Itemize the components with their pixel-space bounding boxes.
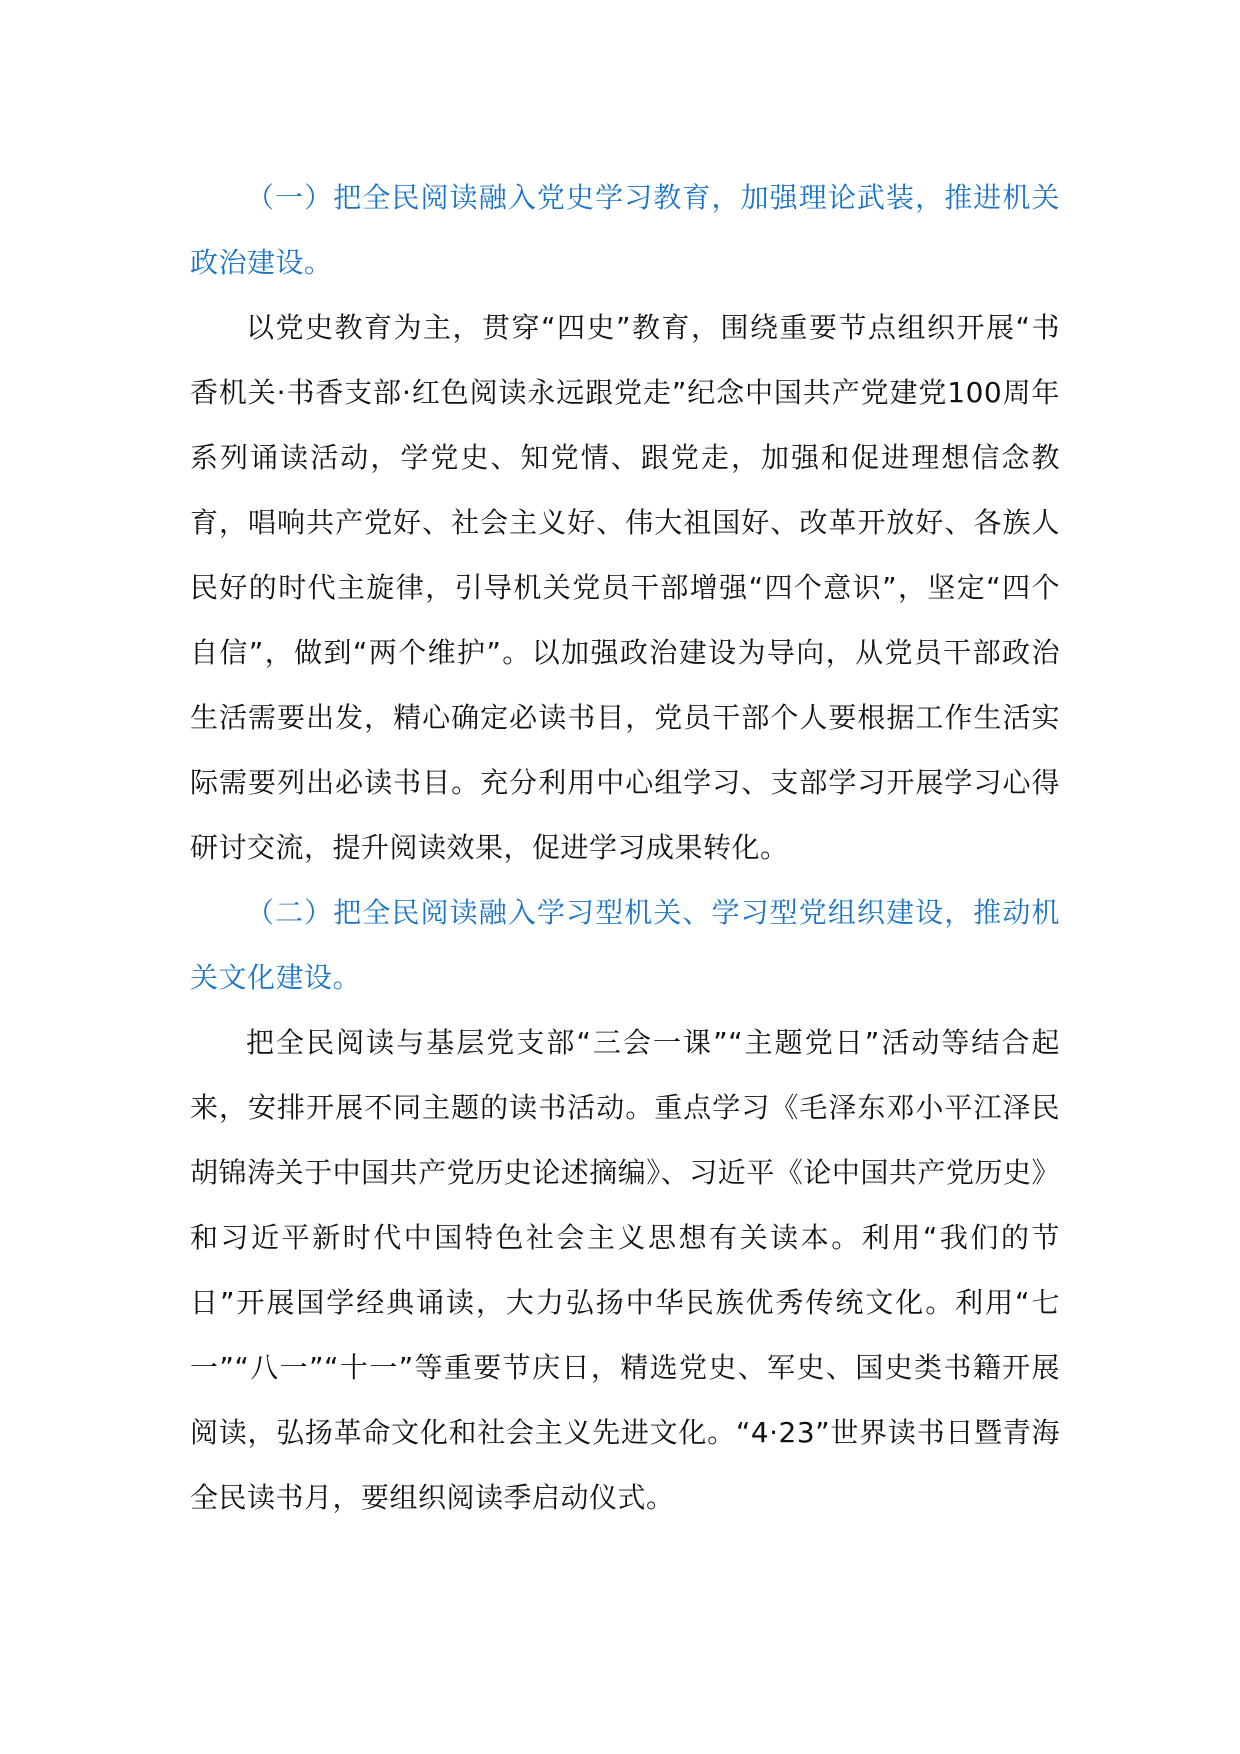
document-page [190, 165, 1060, 1530]
body-paragraph-1: 以党史教育为主，贯穿“四史”教育，围绕重要节点组织开展“书香机关·书香支部·红色阅读永远跟党走”纪念中国共产党建党100周年系列诵读活动，学党史、知党情、跟党走，加强和促进理想信念教育，唱响共产党好、社会主义好、伟大祖国好、改革开放好、各族人民好的时代主旋律，引导机关党员干部增强“四个意识”，坚定“四个自信”，做到“两个维护”。以加强政治建设为导向，从党员干部政治生活需要出发，精心确定必读书目，党员干部个人要根据工作生活实际需要列出必读书目。充分利用中心组学习、支部学习开展学习心得研讨交流，提升阅读效果，促进学习成果转化。 [190, 311, 1060, 864]
section-heading-2: （二）把全民阅读融入学习型机关、学习型党组织建设，推动机关文化建设。 [190, 896, 1060, 994]
body-paragraph-2: 把全民阅读与基层党支部“三会一课”“主题党日”活动等结合起来，安排开展不同主题的读书活动。重点学习《毛泽东邓小平江泽民胡锦涛关于中国共产党历史论述摘编》、习近平《论中国共产党历史》和习近平新时代中国特色社会主义思想有关读本。利用“我们的节日”开展国学经典诵读，大力弘扬中华民族优秀传统文化。利用“七一”“八一”“十一”等重要节庆日，精选党史、军史、国史类书籍开展阅读，弘扬革命文化和社会主义先进文化。“4·23”世界读书日暨青海全民读书月，要组织阅读季启动仪式。 [190, 1026, 1060, 1514]
section-heading-1: （一）把全民阅读融入党史学习教育，加强理论武装，推进机关政治建设。 [190, 181, 1060, 279]
